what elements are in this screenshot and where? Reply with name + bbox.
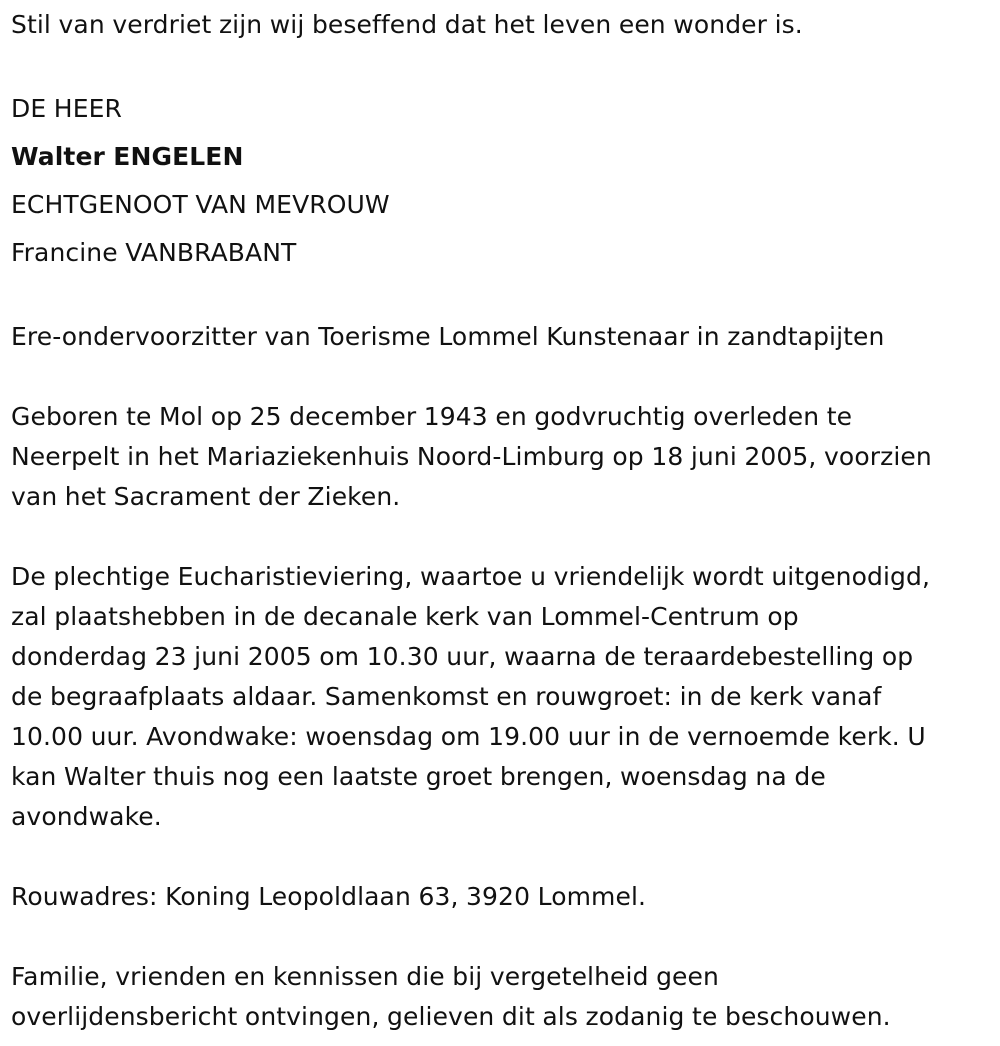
paragraph-line: avondwake.: [11, 802, 162, 831]
spouse-label: ECHTGENOOT VAN MEVROUW: [11, 190, 390, 219]
spacer: [11, 357, 1000, 397]
paragraph-line: Neerpelt in het Mariaziekenhuis Noord-Limburg op 18 juni 2005, voorzien: [11, 442, 932, 471]
paragraph-line: kan Walter thuis nog een laatste groet brengen, woensdag na de: [11, 762, 826, 791]
paragraph-line: de begraafplaats aldaar. Samenkomst en rouwgroet: in de kerk vanaf: [11, 682, 882, 711]
spacer: [11, 277, 1000, 317]
intro-text: Stil van verdriet zijn wij beseffend dat het leven een wonder is.: [11, 10, 803, 39]
deceased-name: Walter ENGELEN: [11, 142, 244, 171]
spacer: [11, 517, 1000, 557]
birth-death-paragraph: [11, 397, 1000, 517]
paragraph-line: De plechtige Eucharistieviering, waartoe u vriendelijk wordt uitgenodigd,: [11, 562, 931, 591]
spacer: [11, 837, 1000, 877]
ceremony-paragraph: [11, 557, 1000, 837]
paragraph-line: Geboren te Mol op 25 december 1943 en godvruchtig overleden te: [11, 402, 853, 431]
paragraph-line: Familie, vrienden en kennissen die bij vergetelheid geen: [11, 962, 719, 991]
paragraph-line: donderdag 23 juni 2005 om 10.30 uur, waarna de teraardebestelling op: [11, 642, 914, 671]
mourning-address: Rouwadres: Koning Leopoldlaan 63, 3920 Lommel.: [11, 882, 647, 911]
paragraph-line: 10.00 uur. Avondwake: woensdag om 19.00 uur in de vernoemde kerk. U: [11, 722, 926, 751]
spacer: [11, 917, 1000, 957]
honorific: DE HEER: [11, 94, 122, 123]
closing-paragraph: [11, 957, 1000, 1037]
role-text: Ere-ondervoorzitter van Toerisme Lommel Kunstenaar in zandtapijten: [11, 322, 885, 351]
spouse-name: Francine VANBRABANT: [11, 238, 297, 267]
spacer: [11, 45, 1000, 85]
paragraph-line: overlijdensbericht ontvingen, gelieven dit als zodanig te beschouwen.: [11, 1002, 891, 1031]
paragraph-line: van het Sacrament der Zieken.: [11, 482, 401, 511]
paragraph-line: zal plaatshebben in de decanale kerk van Lommel-Centrum op: [11, 602, 799, 631]
